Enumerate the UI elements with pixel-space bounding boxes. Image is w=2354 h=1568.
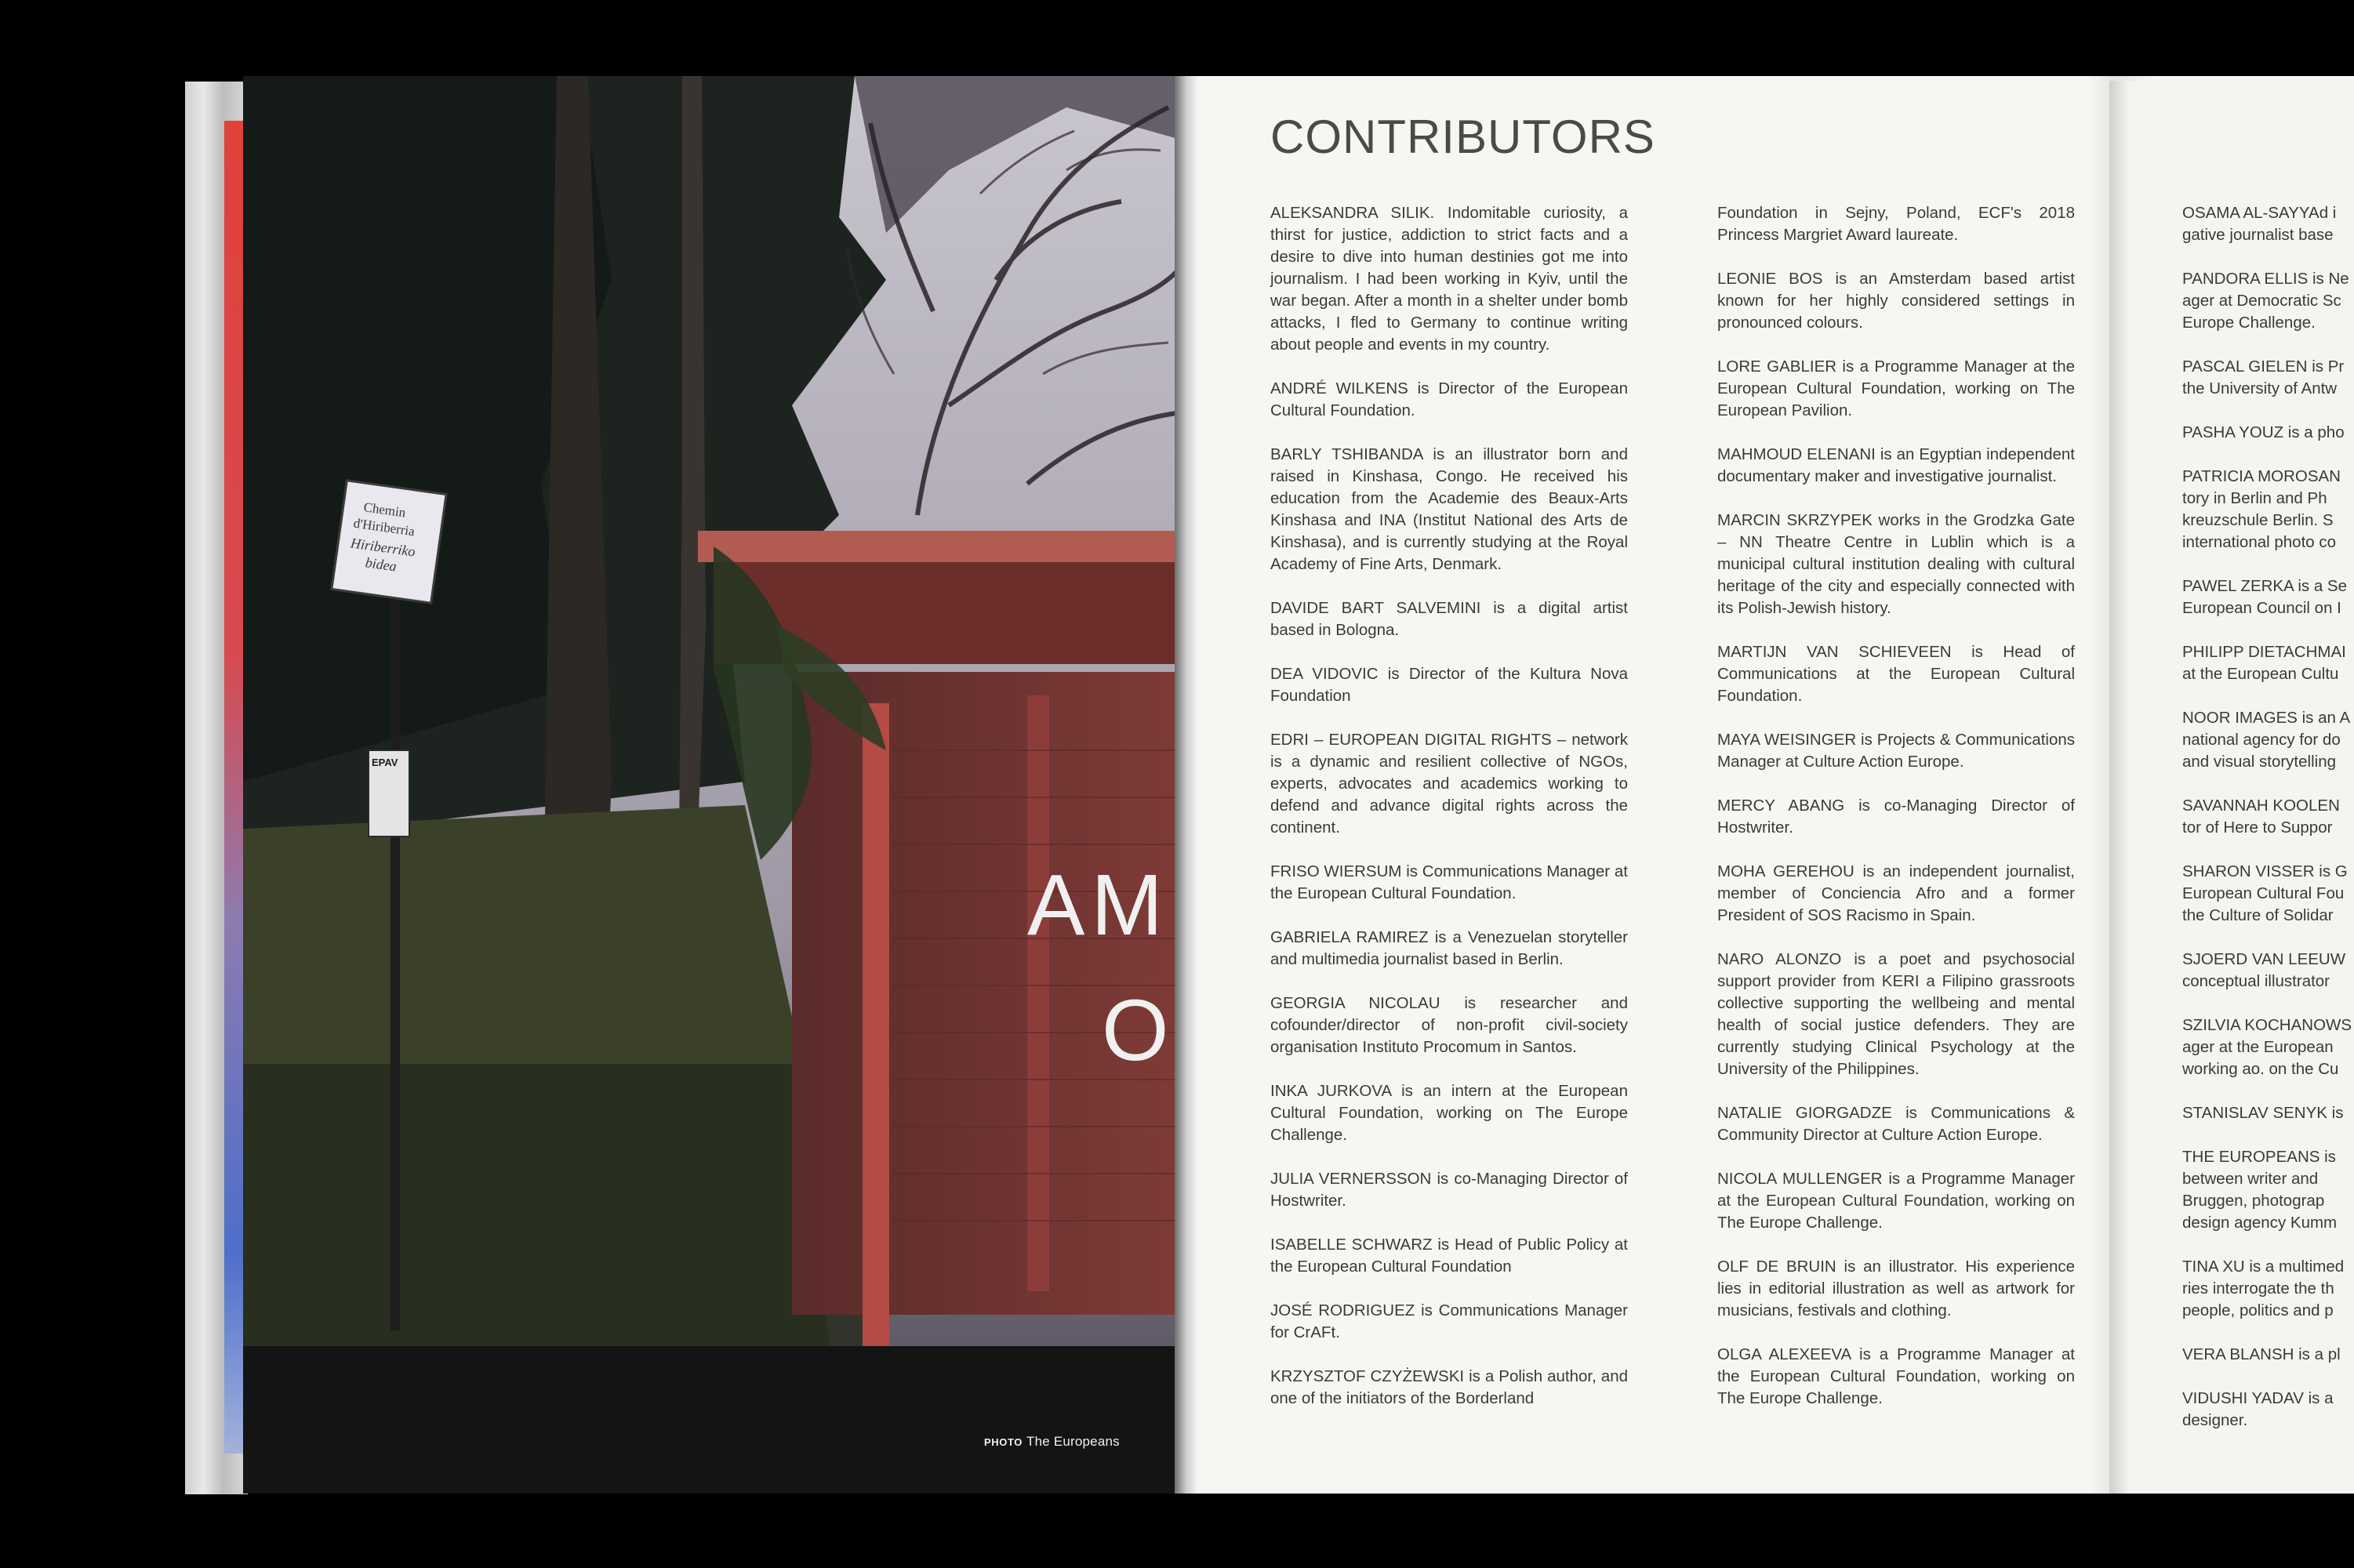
sign-text-2: d'Hiriberria: [352, 515, 416, 539]
contributor-entry: MAHMOUD ELENANI is an Egyptian independent documentary maker and investigative journalist.: [1717, 445, 2075, 485]
contributor-entry: MERCY ABANG is co-Managing Director of Hostwriter.: [1717, 797, 2075, 837]
contributors-column-2: [1717, 202, 2075, 1432]
contributor-entry: SJOERD VAN LEEUW conceptual illustrator: [2182, 950, 2346, 990]
contributor-entry: VIDUSHI YADAV is a designer.: [2182, 1389, 2334, 1429]
contributor-entry: ANDRÉ WILKENS is Director of the European Cultural Foundation.: [1270, 379, 1628, 419]
contributor-entry: Foundation in Sejny, Poland, ECF's 2018 Princess Margriet Award laureate.: [1717, 204, 2075, 244]
contributor-entry: MARCIN SKRZYPEK works in the Grodzka Gate – NN Theatre Centre in Lublin which is a municipal cultural institution dealing with cultural heritage of the city and especially connected with its Polish-Jewish history.: [1717, 511, 2075, 617]
contributor-entry: KRZYSZTOF CZYŻEWSKI is a Polish author, and one of the initiators of the Borderland: [1270, 1367, 1628, 1407]
graffiti-am: AM: [1027, 857, 1169, 953]
contributor-entry: MOHA GEREHOU is an independent journalist, member of Conciencia Afro and a former President of SOS Racismo in Spain.: [1717, 862, 2075, 924]
contributor-entry: GEORGIA NICOLAU is researcher and cofounder/director of non-profit civil-society organisation Instituto Procomum in Santos.: [1270, 994, 1628, 1056]
contributor-entry: SZILVIA KOCHANOWS ager at the European working ao. on the Cu: [2182, 1016, 2352, 1078]
contributor-entry: OLF DE BRUIN is an illustrator. His experience lies in editorial illustration as well as artwork for musicians, festivals and clothing.: [1717, 1258, 2075, 1319]
contributor-entry: LORE GABLIER is a Programme Manager at the European Cultural Foundation, working on The European Pavilion.: [1717, 358, 2075, 419]
contributor-entry: NARO ALONZO is a poet and psychosocial support provider from KERI a Filipino grassroots collective supporting the wellbeing and mental health of social justice defenders. They are currently studying Clinical Psychology at the University of the Philippines.: [1717, 950, 2075, 1078]
contributor-entry: SAVANNAH KOOLEN tor of Here to Suppor: [2182, 797, 2340, 837]
contributor-entry: PAWEL ZERKA is a Se European Council on I: [2182, 577, 2348, 617]
spread-gutter: [1175, 76, 1198, 1494]
contributor-entry: PASHA YOUZ is a pho: [2182, 423, 2345, 441]
contributor-entry: OLGA ALEXEEVA is a Programme Manager at the European Cultural Foundation, working on The Europe Challenge.: [1717, 1345, 2075, 1407]
photo-credit-text: The Europeans: [1026, 1434, 1120, 1449]
contributor-entry: INKA JURKOVA is an intern at the European Cultural Foundation, working on The Europe Challenge.: [1270, 1082, 1628, 1144]
contributor-entry: JULIA VERNERSSON is co-Managing Director of Hostwriter.: [1270, 1170, 1628, 1210]
contributor-entry: SHARON VISSER is G European Cultural Fou the Culture of Solidar: [2182, 862, 2348, 924]
photo-credit: [984, 1434, 1120, 1450]
contributor-entry: ALEKSANDRA SILIK. Indomitable curiosity, a thirst for justice, addiction to strict facts and a desire to dive into human destinies got me into journalism. I had been working in Kyiv, until the war began. After a month in a shelter under bomb attacks, I fled to Germany to continue writing about people and events in my country.: [1270, 204, 1628, 354]
contributor-entry: THE EUROPEANS is between writer and Bruggen, photograp design agency Kumm: [2182, 1148, 2338, 1232]
contributor-entry: FRISO WIERSUM is Communications Manager at the European Cultural Foundation.: [1270, 862, 1628, 902]
small-sign-text: EPAV: [372, 757, 398, 768]
sign-text-4: bidea: [364, 554, 398, 575]
contributor-entry: LEONIE BOS is an Amsterdam based artist known for her highly considered settings in pronounced colours.: [1717, 270, 2075, 332]
forest-shed-photo: [243, 76, 1178, 1494]
contributor-entry: JOSÉ RODRIGUEZ is Communications Manager for CrAFt.: [1270, 1301, 1628, 1341]
photo-credit-label: PHOTO: [984, 1436, 1023, 1448]
contributor-entry: TINA XU is a multimed ries interrogate the th people, politics and p: [2182, 1258, 2345, 1319]
contributor-entry: EDRI – EUROPEAN DIGITAL RIGHTS – network is a dynamic and resilient collective of NGOs, experts, advocates and academics working to defend and advance digital rights across the continent.: [1270, 731, 1628, 837]
page-stack-edge: [185, 82, 248, 1494]
contributor-entry: GABRIELA RAMIREZ is a Venezuelan storyteller and multimedia journalist based in Berlin.: [1270, 928, 1628, 968]
contributor-entry: PATRICIA MOROSAN tory in Berlin and Ph kreuzschule Berlin. S international photo co: [2182, 467, 2341, 551]
contributor-entry: NICOLA MULLENGER is a Programme Manager at the European Cultural Foundation, working on The Europe Challenge.: [1717, 1170, 2075, 1232]
contributor-entry: OSAMA AL-SAYYAd i gative journalist base: [2182, 204, 2337, 244]
contributor-entry: NOOR IMAGES is an A national agency for do and visual storytelling: [2182, 709, 2351, 771]
contributor-entry: ISABELLE SCHWARZ is Head of Public Policy at the European Cultural Foundation: [1270, 1236, 1628, 1276]
contributor-entry: BARLY TSHIBANDA is an illustrator born and raised in Kinshasa, Congo. He received his education from the Academie des Beaux-Arts Kinshasa and INA (Institut National des Arts de Kinshasa), and is currently studying at the Royal Academy of Fine Arts, Denmark.: [1270, 445, 1628, 573]
graffiti-o: O: [1102, 982, 1169, 1079]
contributor-entry: PASCAL GIELEN is Pr the University of Antw: [2182, 358, 2345, 397]
page-title: CONTRIBUTORS: [1270, 111, 1655, 163]
contributor-entry: PANDORA ELLIS is Ne ager at Democratic Sc Europe Challenge.: [2182, 270, 2349, 332]
contributor-entry: PHILIPP DIETACHMAI at the European Cultu: [2182, 643, 2346, 683]
contributor-entry: MARTIJN VAN SCHIEVEEN is Head of Communications at the European Cultural Foundation.: [1717, 643, 2075, 705]
photo-page: [243, 76, 1178, 1494]
contributors-column-3-cropped: [2182, 202, 2354, 1454]
contributors-column-1: [1270, 202, 1628, 1432]
contributor-entry: DEA VIDOVIC is Director of the Kultura Nova Foundation: [1270, 665, 1628, 705]
contributor-entry: VERA BLANSH is a pl: [2182, 1345, 2341, 1363]
next-page-fold: [2109, 81, 2130, 1494]
sign-text-3: Hiriberriko: [349, 535, 416, 560]
contributor-entry: MAYA WEISINGER is Projects & Communications Manager at Culture Action Europe.: [1717, 731, 2075, 771]
contributor-entry: NATALIE GIORGADZE is Communications & Community Director at Culture Action Europe.: [1717, 1104, 2075, 1144]
sign-text-1: Chemin: [362, 499, 407, 521]
contributor-entry: DAVIDE BART SALVEMINI is a digital artist based in Bologna.: [1270, 599, 1628, 639]
contributor-entry: STANISLAV SENYK is: [2182, 1104, 2344, 1122]
